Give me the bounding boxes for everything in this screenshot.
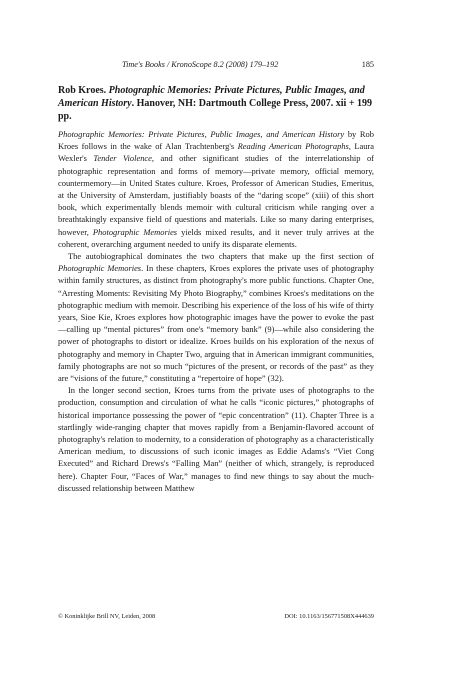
book-title-ref: Tender Violence — [93, 153, 152, 164]
doi-identifier: DOI: 10.1163/156771508X444639 — [284, 613, 374, 620]
book-title-ref: Photographic Memories: Private Pictures, Public Images, and American History — [58, 129, 345, 139]
review-body — [58, 128, 374, 494]
text-run: The autobiographical dominates the two chapters that make up the first section of — [68, 251, 374, 262]
book-title-ref: Photographic Memories — [92, 226, 178, 237]
paragraph-1 — [58, 128, 374, 250]
page-number: 185 — [361, 60, 374, 69]
book-title-ref: Photographic Memories — [58, 263, 142, 274]
text-run: , Laura Wexler's — [58, 141, 374, 164]
review-author: Rob Kroes. — [58, 85, 107, 96]
text-run: yields mixed results, and it never truly arrives at the coherent, overarching argument needed to unify its disparate elements. — [58, 226, 375, 249]
book-title-ref: Reading American Photographs — [237, 141, 349, 152]
copyright-notice: © Koninklijke Brill NV, Leiden, 2008 — [58, 613, 156, 620]
paragraph-3 — [58, 384, 374, 494]
text-run: , and other significant studies of the interrelationship of photographic representation and forms of memory—private memory, official memory, countermemory—in United States culture. Kroes, Professor of American Studies, Emeritus, at the University of Amsterdam, justifiably boasts of the “daring scope” (xiii) of this short book, which experimentally blends memoir with cultural criticism while ranging over a breathtakingly expansive field of questions and materials. Like so many daring enterprises, however, — [58, 153, 374, 237]
review-book-title: Photographic Memories: Private Pictures, Public Images, and American History — [58, 85, 365, 110]
journal-citation: Time's Books / KronoScope 8.2 (2008) 179–192 — [122, 60, 279, 69]
text-run: . In these chapters, Kroes explores the private uses of photography within family structures, as distinct from photography's more public functions. Chapter One, “Arresting Moments: Revisiting My Photo Biography,” combines Kroes's meditations on the photographic medium with memoir. Describing his experience of the loss of his wife of thirty years, Sioe Kie, Kroes explores how photographic images have the power to evoke the past—calling up “mental pictures” from one's “memory bank” (9)—while also considering the power of photographs to distort or idealize. Kroes builds on his exploration of the nexus of photography and memory in Chapter Two, arguing that in American immigrant communities, family photographs are not so much “pictures of the present, or records of the past” as they are “visions of the future,” constituting a “repertoire of hope” (32). — [58, 263, 374, 384]
review-publication-info: . Hanover, NH: Dartmouth College Press, 2007. xii + 199 pp. — [58, 98, 373, 123]
text-run: by Rob Kroes follows in the wake of Alan Trachtenberg's — [58, 129, 374, 152]
text-run: In the longer second section, Kroes turns from the private uses of photographs to the production, consumption and circulation of what he calls “iconic pictures,” photographs of historical importance possessing the power of “epic concentration” (11). Chapter Three is a startlingly wide-ranging chapter that moves rapidly from a Benjamin-flavored account of photography's relation to modernity, to a consideration of photography as a characteristically American medium, to discussions of such iconic images as Eddie Adams's “Viet Cong Executed” and Richard Drews's “Falling Man” (neither of which, strangely, is reproduced here). Chapter Four, “Faces of War,” manages to find new things to say about the much-discussed relationship between Matthew — [58, 385, 374, 493]
paragraph-2 — [58, 250, 374, 384]
review-header — [58, 84, 374, 124]
